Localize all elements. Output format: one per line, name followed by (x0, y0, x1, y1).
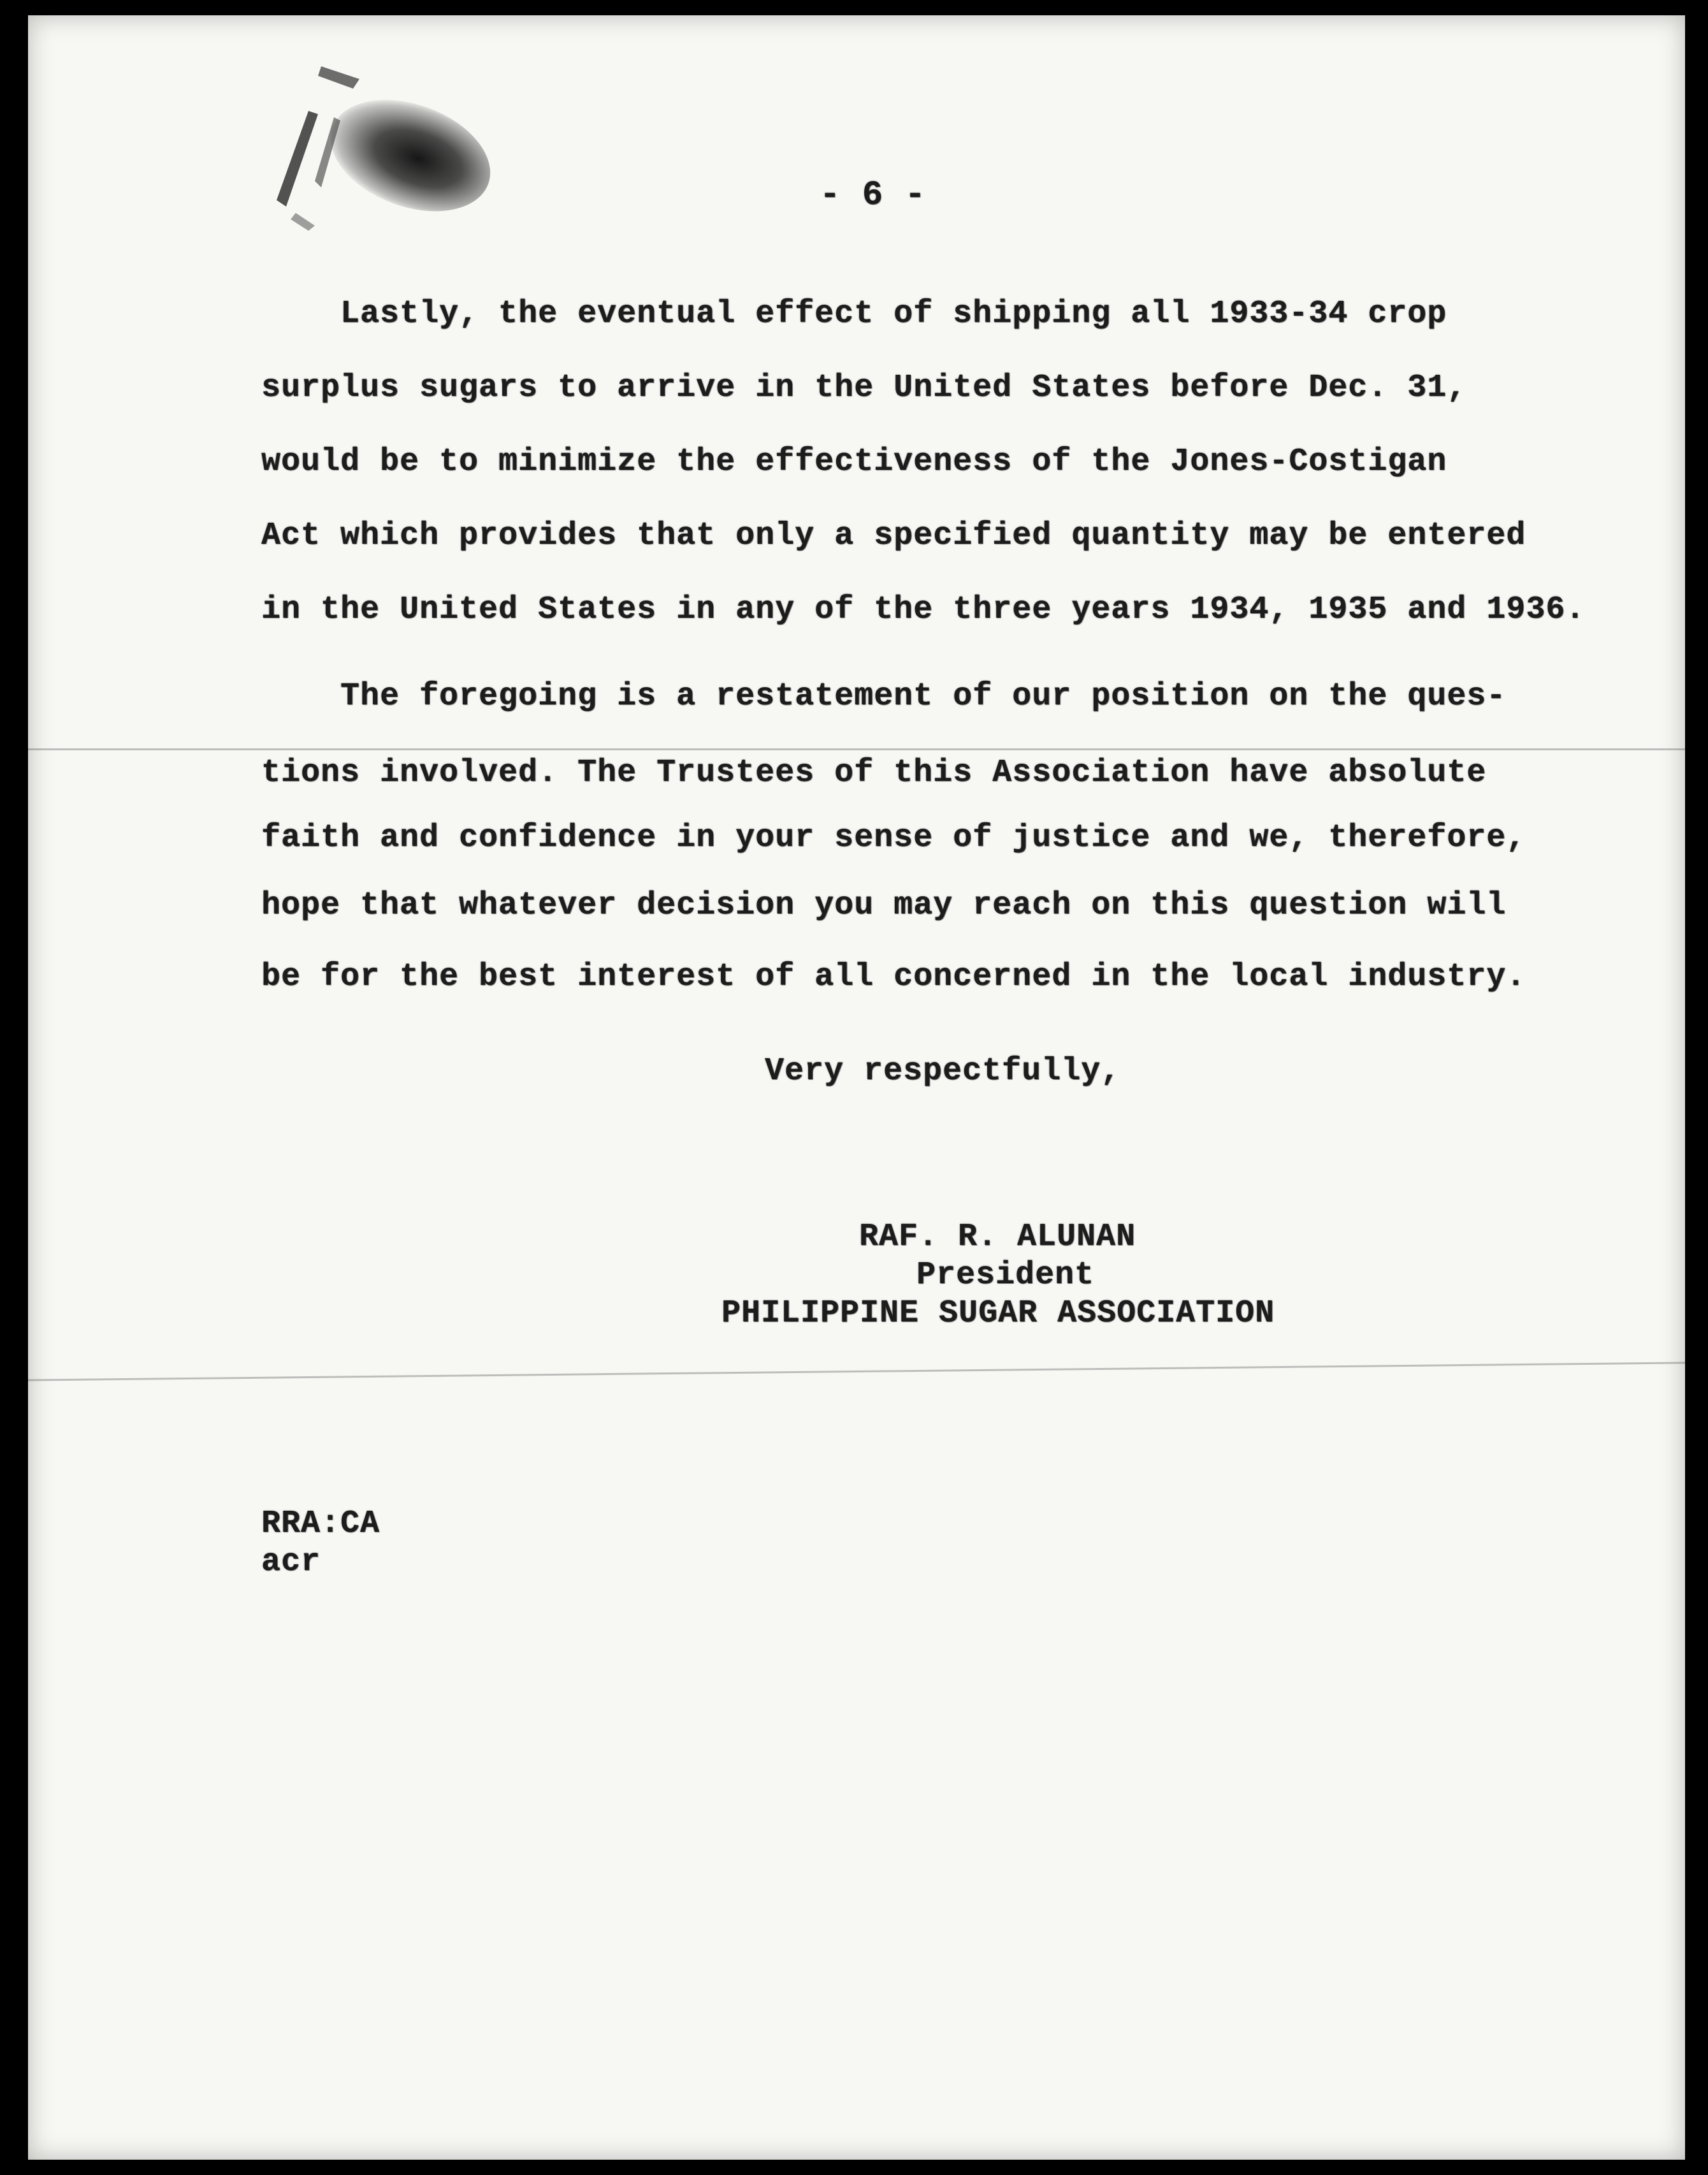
typist-initials: acr (261, 1544, 321, 1580)
signatory-title: President (916, 1257, 1095, 1293)
closing-salutation: Very respectfully, (765, 1053, 1121, 1089)
paragraph-line: would be to minimize the effectiveness of the Jones-Costigan (261, 444, 1447, 480)
paragraph-line: Lastly, the eventual effect of shipping all 1933-34 crop (261, 296, 1447, 332)
paragraph-line: tions involved. The Trustees of this Association have absolute (261, 755, 1487, 791)
reference-initials: RRA:CA (261, 1506, 380, 1542)
signatory-organization: PHILIPPINE SUGAR ASSOCIATION (721, 1295, 1275, 1332)
document-page (28, 15, 1685, 2160)
paragraph-line: be for the best interest of all concerned in the local industry. (261, 959, 1526, 995)
paragraph-line: The foregoing is a restatement of our position on the ques- (261, 678, 1507, 715)
fold-crease (28, 1362, 1685, 1381)
paragraph-line: in the United States in any of the three years 1934, 1935 and 1936. (261, 592, 1586, 628)
signatory-name: RAF. R. ALUNAN (859, 1219, 1136, 1255)
paragraph-line: hope that whatever decision you may reach on this question will (261, 887, 1507, 924)
page-number: - 6 - (820, 176, 927, 215)
fold-crease (28, 748, 1685, 750)
paragraph-line: Act which provides that only a specified quantity may be entered (261, 518, 1526, 554)
paragraph-line: faith and confidence in your sense of justice and we, therefore, (261, 820, 1526, 856)
paragraph-line: surplus sugars to arrive in the United States before Dec. 31, (261, 370, 1467, 406)
